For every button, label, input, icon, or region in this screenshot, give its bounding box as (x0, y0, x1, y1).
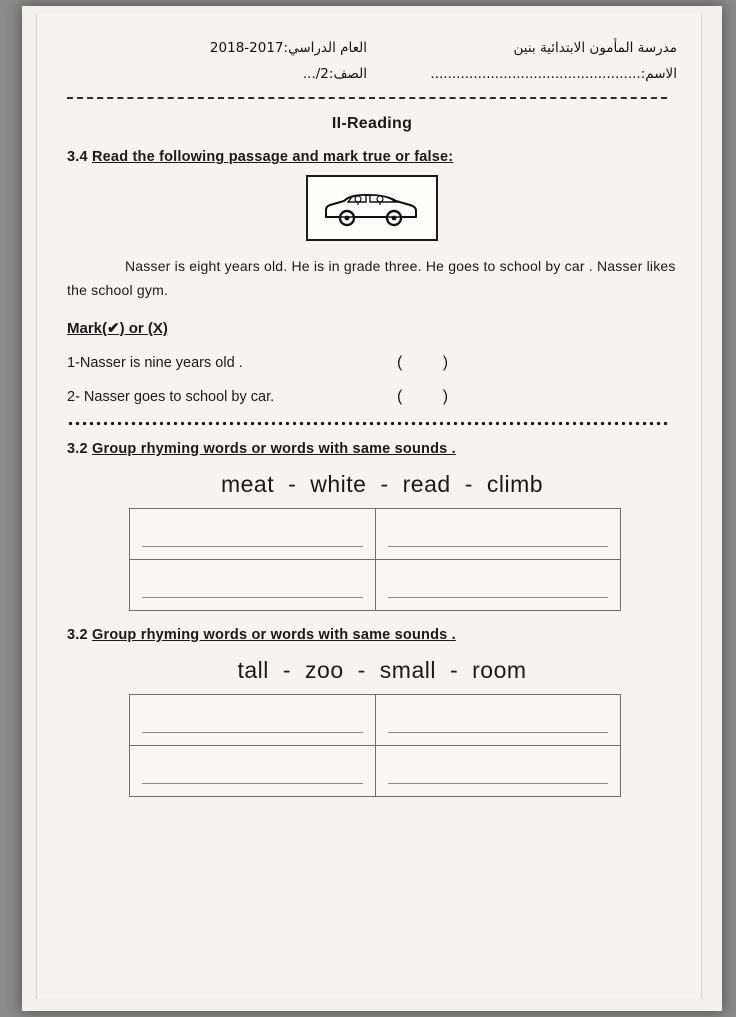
section-title: II-Reading (331, 115, 413, 133)
word-a-4: climb (486, 470, 544, 497)
question-32b-heading (67, 627, 677, 643)
true-false-statement-1: 1-Nasser is nine years old . (67, 354, 243, 371)
answer-cell-b-4[interactable] (375, 746, 621, 796)
header-divider (67, 97, 667, 99)
answer-grid-a-row-1 (130, 509, 620, 559)
question-32a-number: 3.2 (67, 440, 88, 457)
answer-cell-b-2[interactable] (375, 695, 621, 745)
word-a-dash-2: - (380, 470, 389, 497)
question-32a-heading (67, 441, 677, 457)
answer-cell-a-4[interactable] (375, 560, 621, 610)
true-false-row-2 (67, 388, 677, 406)
passage-text: Nasser is eight years old. He is in grade three. He goes to school by car . Nasser likes the school gym. (67, 258, 676, 299)
answer-grid-a (129, 508, 621, 611)
word-a-3: read (402, 470, 451, 497)
word-a-1: meat (220, 470, 275, 497)
answer-cell-a-2[interactable] (375, 509, 621, 559)
academic-year: العام الدراسي:2017-2018 (209, 40, 367, 56)
question-34-text: Read the following passage and mark true or false: (92, 149, 454, 166)
answer-grid-b (129, 694, 621, 797)
class-field[interactable]: الصف:2/... (302, 65, 367, 82)
car-illustration-frame (306, 175, 438, 241)
question-32b-text: Group rhyming words or words with same sounds . (92, 626, 456, 643)
answer-cell-a-3[interactable] (130, 560, 375, 610)
reading-passage (67, 255, 677, 303)
true-false-statement-2: 2- Nasser goes to school by car. (67, 388, 275, 405)
answer-cell-b-1[interactable] (130, 695, 375, 745)
school-name: مدرسة المأمون الابتدائية بنين (513, 40, 677, 56)
word-a-dash-1: - (288, 470, 297, 497)
answer-cell-b-3[interactable] (130, 746, 375, 796)
question-32b-number: 3.2 (67, 626, 88, 643)
worksheet-header (67, 36, 677, 87)
worksheet-inner-area (36, 14, 702, 999)
header-left-column (67, 36, 367, 87)
word-b-1: tall (237, 656, 269, 683)
worksheet-content (67, 36, 677, 797)
answer-box-1[interactable]: ( ) (397, 353, 467, 371)
word-list-a (67, 471, 677, 498)
word-list-b (67, 657, 677, 684)
question-34-heading (67, 149, 677, 165)
worksheet-paper (22, 6, 722, 1011)
answer-grid-b-row-2 (130, 745, 620, 796)
word-b-dash-3: - (449, 656, 459, 683)
question-34-number: 3.4 (67, 149, 88, 166)
dotted-divider (67, 420, 667, 425)
answer-grid-a-row-2 (130, 559, 620, 610)
mark-instruction: Mark(✔) or (X) (67, 319, 168, 337)
question-32a-text: Group rhyming words or words with same sounds . (92, 440, 456, 457)
answer-grid-b-row-1 (130, 695, 620, 745)
word-b-dash-1: - (282, 656, 292, 683)
word-b-2: zoo (305, 656, 344, 683)
passage-illustration-wrap (67, 175, 677, 241)
word-a-2: white (310, 470, 367, 497)
header-right-column (387, 36, 677, 87)
word-b-dash-2: - (357, 656, 366, 683)
word-b-4: room (472, 656, 527, 683)
true-false-row-1 (67, 354, 677, 372)
word-b-3: small (379, 656, 436, 683)
word-a-dash-3: - (464, 470, 473, 497)
answer-cell-a-1[interactable] (130, 509, 375, 559)
car-icon (318, 184, 426, 232)
answer-box-2[interactable]: ( ) (397, 387, 467, 405)
student-name-field[interactable]: الاسم:................................................. (430, 65, 677, 82)
